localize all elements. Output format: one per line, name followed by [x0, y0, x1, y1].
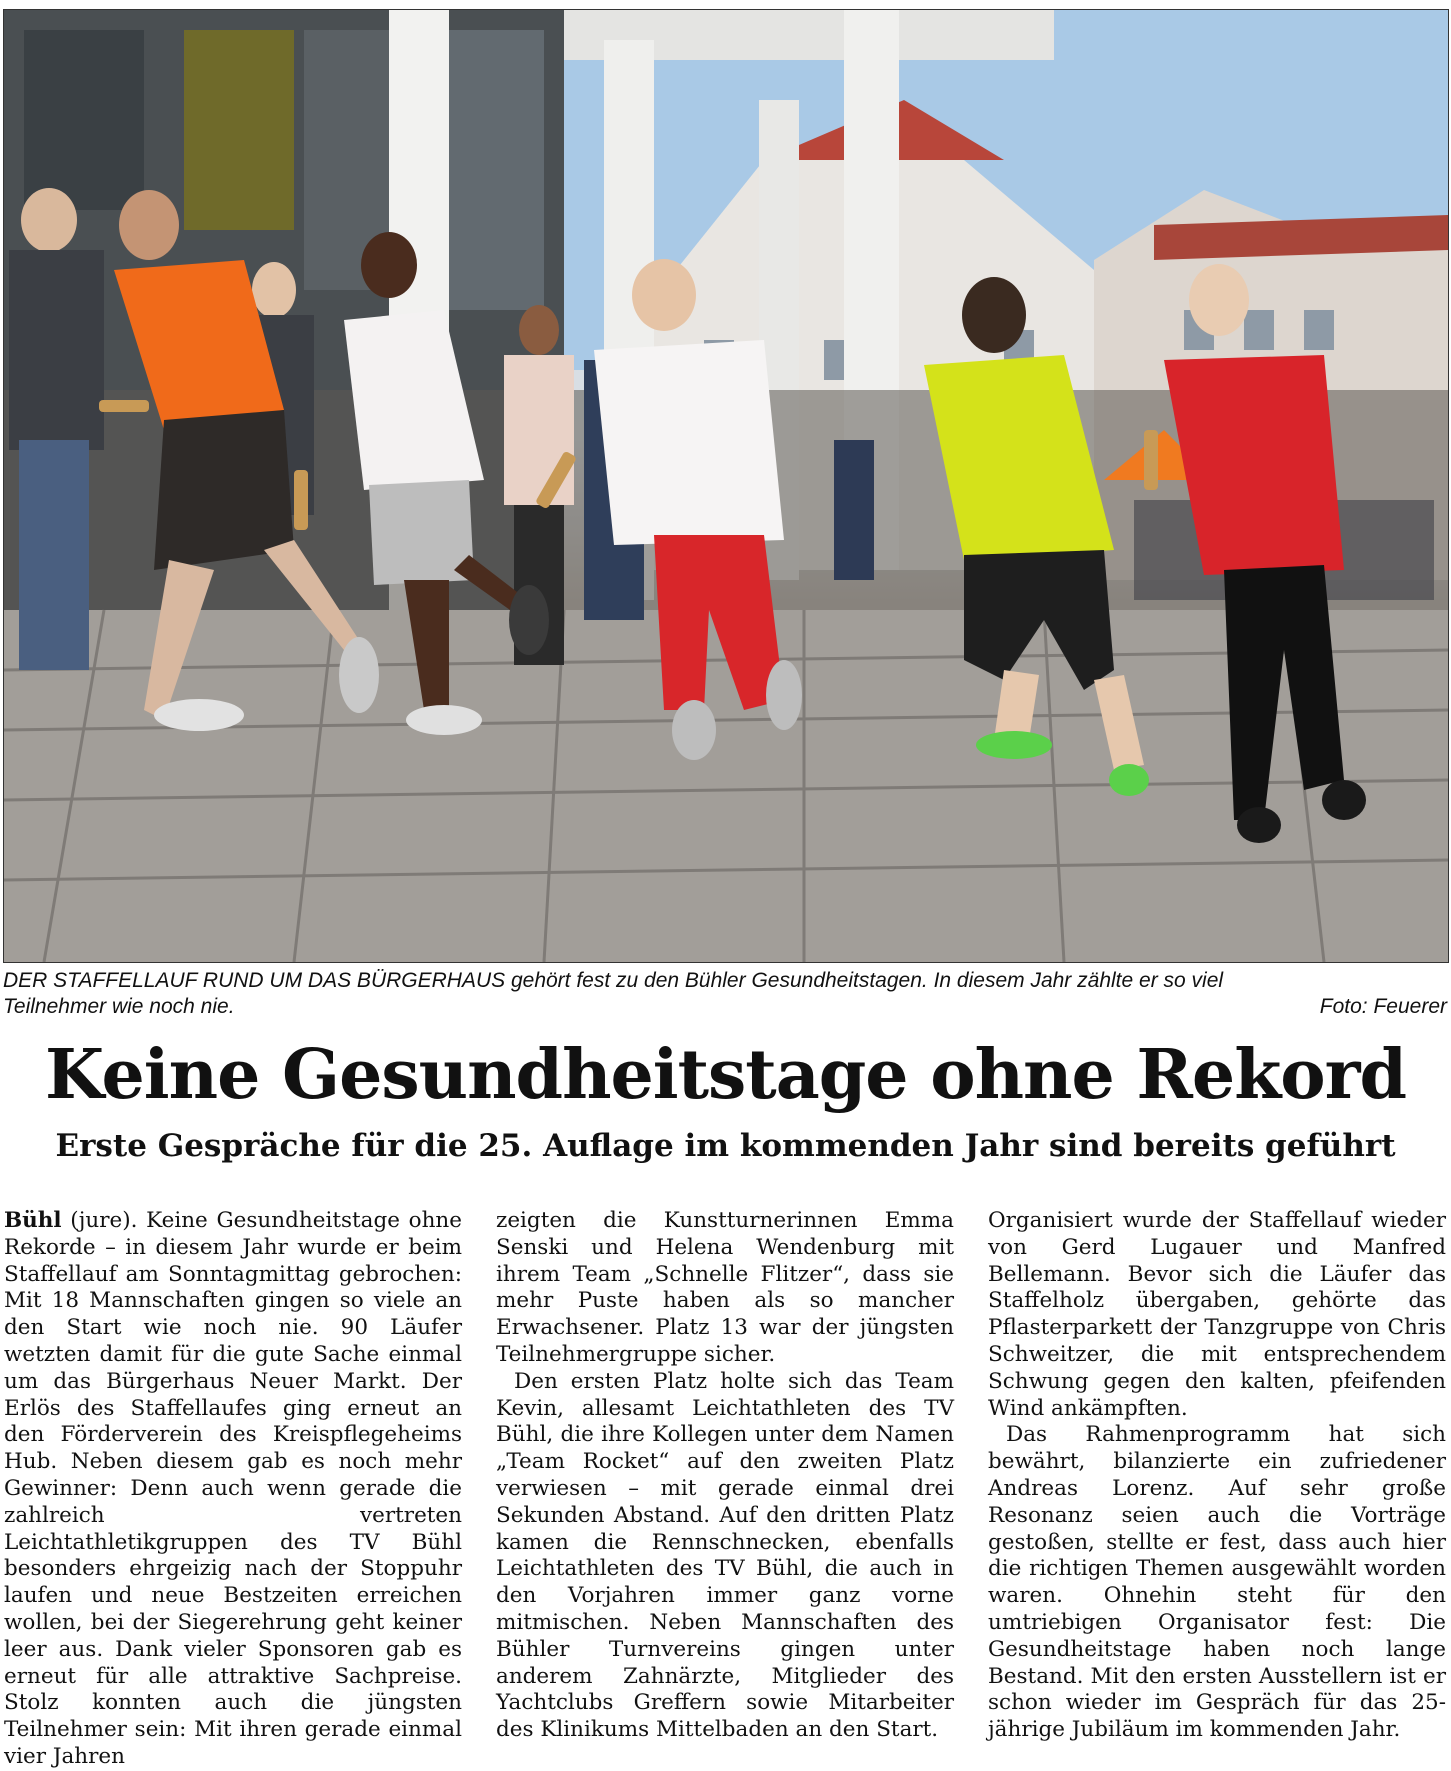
subheadline: Erste Gespräche für die 25. Auflage im kommenden Jahr sind bereits geführt [55, 1128, 1396, 1164]
article-column-2 [496, 1208, 954, 1744]
relay-race-photo-icon [4, 10, 1448, 962]
caption-line-1: DER STAFFELLAUF RUND UM DAS BÜRGERHAUS gehört fest zu den Bühler Gesundheitstagen. In diesem Jahr zählte er so viel [3, 969, 1224, 992]
article-column-3 [988, 1208, 1446, 1744]
article-body [0, 1208, 1451, 1769]
photo-caption [3, 968, 1447, 1020]
paragraph: Organisiert wurde der Staffellauf wieder von Gerd Lugauer und Manfred Bellemann. Bevor sich die Läufer das Staffelholz übergaben, gehörte das Pflasterparkett der Tanzgruppe von Chris Schweitzer, die mit entsprechendem Schwung gegen den kalten, pfeifenden Wind ankämpften. [988, 1208, 1446, 1421]
paragraph: zeigten die Kunstturnerinnen Emma Senski und Helena Wendenburg mit ihrem Team „Schnelle Flitzer“, dass sie mehr Puste haben als so mancher Erwachsener. Platz 13 war der jüngsten Teilnehmergruppe sicher. [496, 1208, 954, 1367]
headline: Keine Gesundheitstage ohne Rekord [44, 1035, 1407, 1115]
caption-line-2-text: Teilnehmer wie noch nie. [3, 995, 235, 1018]
article-photo [3, 9, 1449, 963]
paragraph-text: (jure). Keine Gesundheitstage ohne Rekorde – in diesem Jahr wurde er beim Staffellauf am Sonntagmittag gebrochen: Mit 18 Mannschaften gingen so viele an den Start wie noch nie. 90 Läufer wetzten damit für die gute Sache einmal um das Bürgerhaus Neuer Markt. Der Erlös des Staffellaufes ging erneut an den Förderverein des Kreispflegeheims Hub. Neben diesem gab es noch mehr Gewinner: Denn auch wenn gerade die zahlreich vertreten Leichtathletikgruppen des TV Bühl besonders ehrgeizig nach der Stoppuhr laufen und neue Bestzeiten erreichen wollen, bei der Siegerehrung geht keiner leer aus. Dank vieler Sponsoren gab es erneut für alle attraktive Sachpreise. Stolz konnten auch die jüngsten Teilnehmer sein: Mit ihren gerade einmal vier Jahren [4, 1208, 462, 1769]
paragraph [4, 1208, 462, 1771]
article-column-1 [4, 1208, 462, 1771]
paragraph: Das Rahmenprogramm hat sich bewährt, bilanzierte ein zufriedener Andreas Lorenz. Auf sehr große Resonanz seien auch die Vorträge gestoßen, stellte er fest, dass auch hier die richtigen Themen ausgewählt worden waren. Ohnehin steht für den umtriebigen Organisator fest: Die Gesundheitstage haben noch lange Bestand. Mit den ersten Ausstellern ist er schon wieder im Gespräch für das 25-jährige Jubiläum im kommenden Jahr. [988, 1422, 1446, 1743]
caption-line-2 [3, 994, 1447, 1020]
photo-credit: Foto: Feuerer [1319, 995, 1447, 1018]
paragraph: Den ersten Platz holte sich das Team Kevin, allesamt Leichtathleten des TV Bühl, die ihre Kollegen unter dem Namen „Team Rocket“ auf den zweiten Platz verwiesen – mit gerade einmal drei Sekunden Abstand. Auf den dritten Platz kamen die Rennschnecken, ebenfalls Leichtathleten des TV Bühl, die auch in den Vorjahren immer ganz vorne mitmischen. Neben Mannschaften des Bühler Turnvereins gingen unter anderem Zahnärzte, Mitglieder des Yachtclubs Greffern sowie Mitarbeiter des Klinikums Mittelbaden an den Start. [496, 1368, 954, 1743]
dateline: Bühl [4, 1208, 62, 1233]
